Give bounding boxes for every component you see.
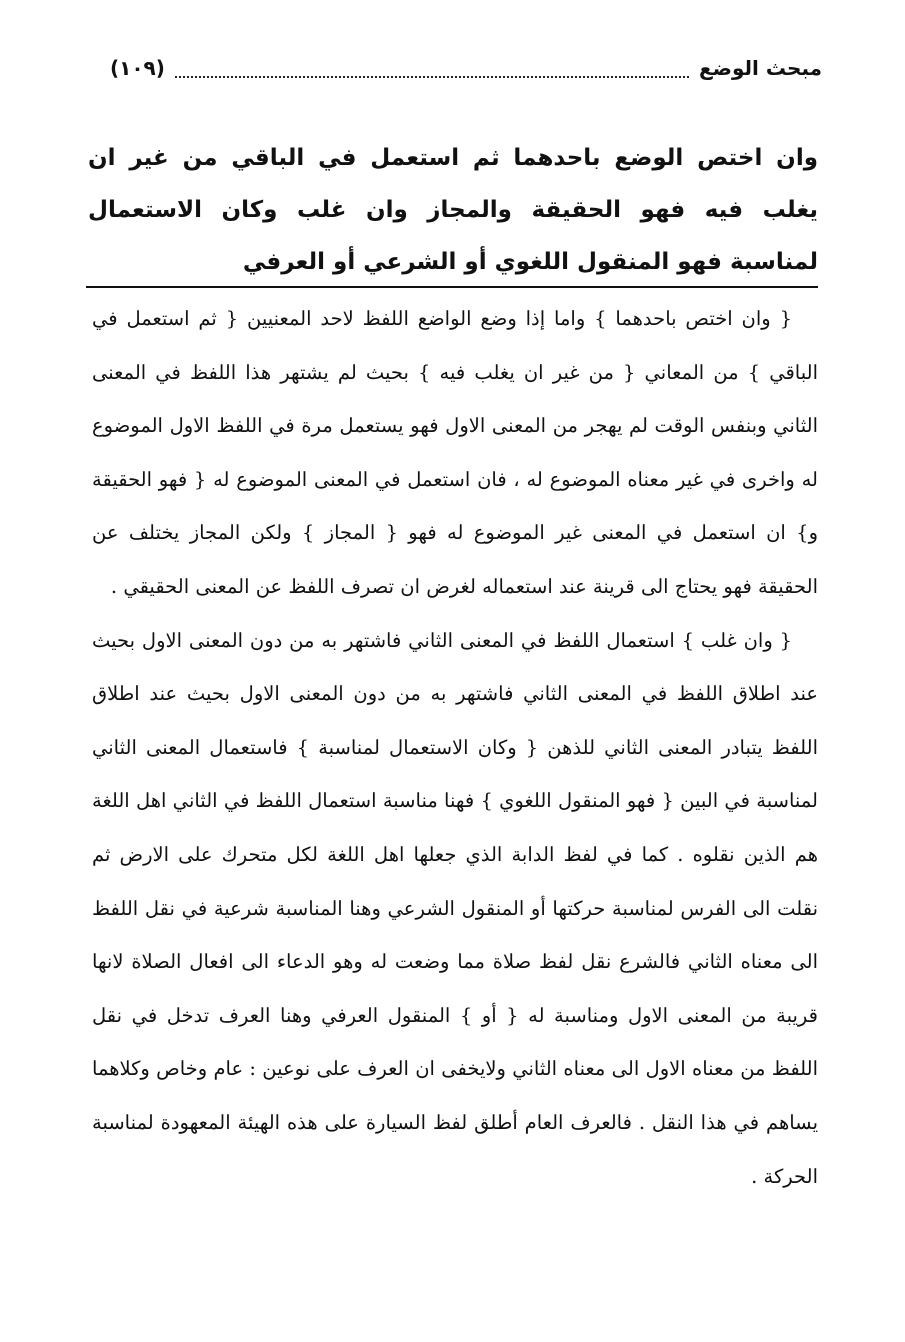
matn-divider-line: [86, 286, 818, 288]
commentary-block: [92, 292, 818, 1203]
running-header: [110, 46, 822, 90]
leader-dots: [175, 75, 689, 78]
page-number: (١٠٩): [110, 56, 165, 80]
matn-text-block: [88, 132, 818, 288]
commentary-paragraph-1: { وان اختص باحدهما } واما إذا وضع الواضع اللفظ لاحد المعنيين { ثم استعمل في الباقي } من المعاني { من غير ان يغلب فيه } بحيث لم يشتهر هذا اللفظ في المعنى الثاني وبنفس الوقت لم يهجر من المعنى الاول فهو يستعمل مرة في اللفظ الاول الموضوع له واخرى في غير معناه الموضوع له ، فان استعمل في المعنى الموضوع له { فهو الحقيقة و} ان استعمل في المعنى غير الموضوع له فهو { المجاز } ولكن المجاز يختلف عن الحقيقة فهو يحتاج الى قرينة عند استعماله لغرض ان تصرف اللفظ عن المعنى الحقيقي .: [92, 307, 818, 598]
section-title: مبحث الوضع: [699, 56, 822, 80]
matn-paragraph: وان اختص الوضع باحدهما ثم استعمل في الباقي من غير ان يغلب فيه فهو الحقيقة والمجاز وان غلب وكان الاستعمال لمناسبة فهو المنقول اللغوي أو الشرعي أو العرفي: [88, 145, 818, 275]
commentary-paragraph-2: { وان غلب } استعمال اللفظ في المعنى الثاني فاشتهر به من دون المعنى الاول بحيث عند اطلاق اللفظ في المعنى الثاني فاشتهر به من دون المعنى الاول بحيث عند اطلاق اللفظ يتبادر المعنى الثاني للذهن { وكان الاستعمال لمناسبة } فاستعمال المعنى الثاني لمناسبة في البين { فهو المنقول اللغوي } فهنا مناسبة استعمال اللفظ في الثاني اهل اللغة هم الذين نقلوه . كما في لفظ الدابة الذي جعلها اهل اللغة لكل متحرك على الارض ثم نقلت الى الفرس لمناسبة حركتها أو المنقول الشرعي وهنا المناسبة شرعية في نقل اللفظ الى معناه الثاني فالشرع نقل لفظ صلاة مما وضعت له وهو الدعاء الى افعال الصلاة لانها قريبة من المعنى الاول ومناسبة له { أو } المنقول العرفي وهنا العرف تدخل في نقل اللفظ من معناه الاول الى معناه الثاني ولايخفى ان العرف على نوعين : عام وخاص وكلاهما يساهم في هذا النقل . فالعرف العام أطلق لفظ السيارة على هذه الهيئة المعهودة لمناسبة الحركة .: [92, 628, 818, 1188]
